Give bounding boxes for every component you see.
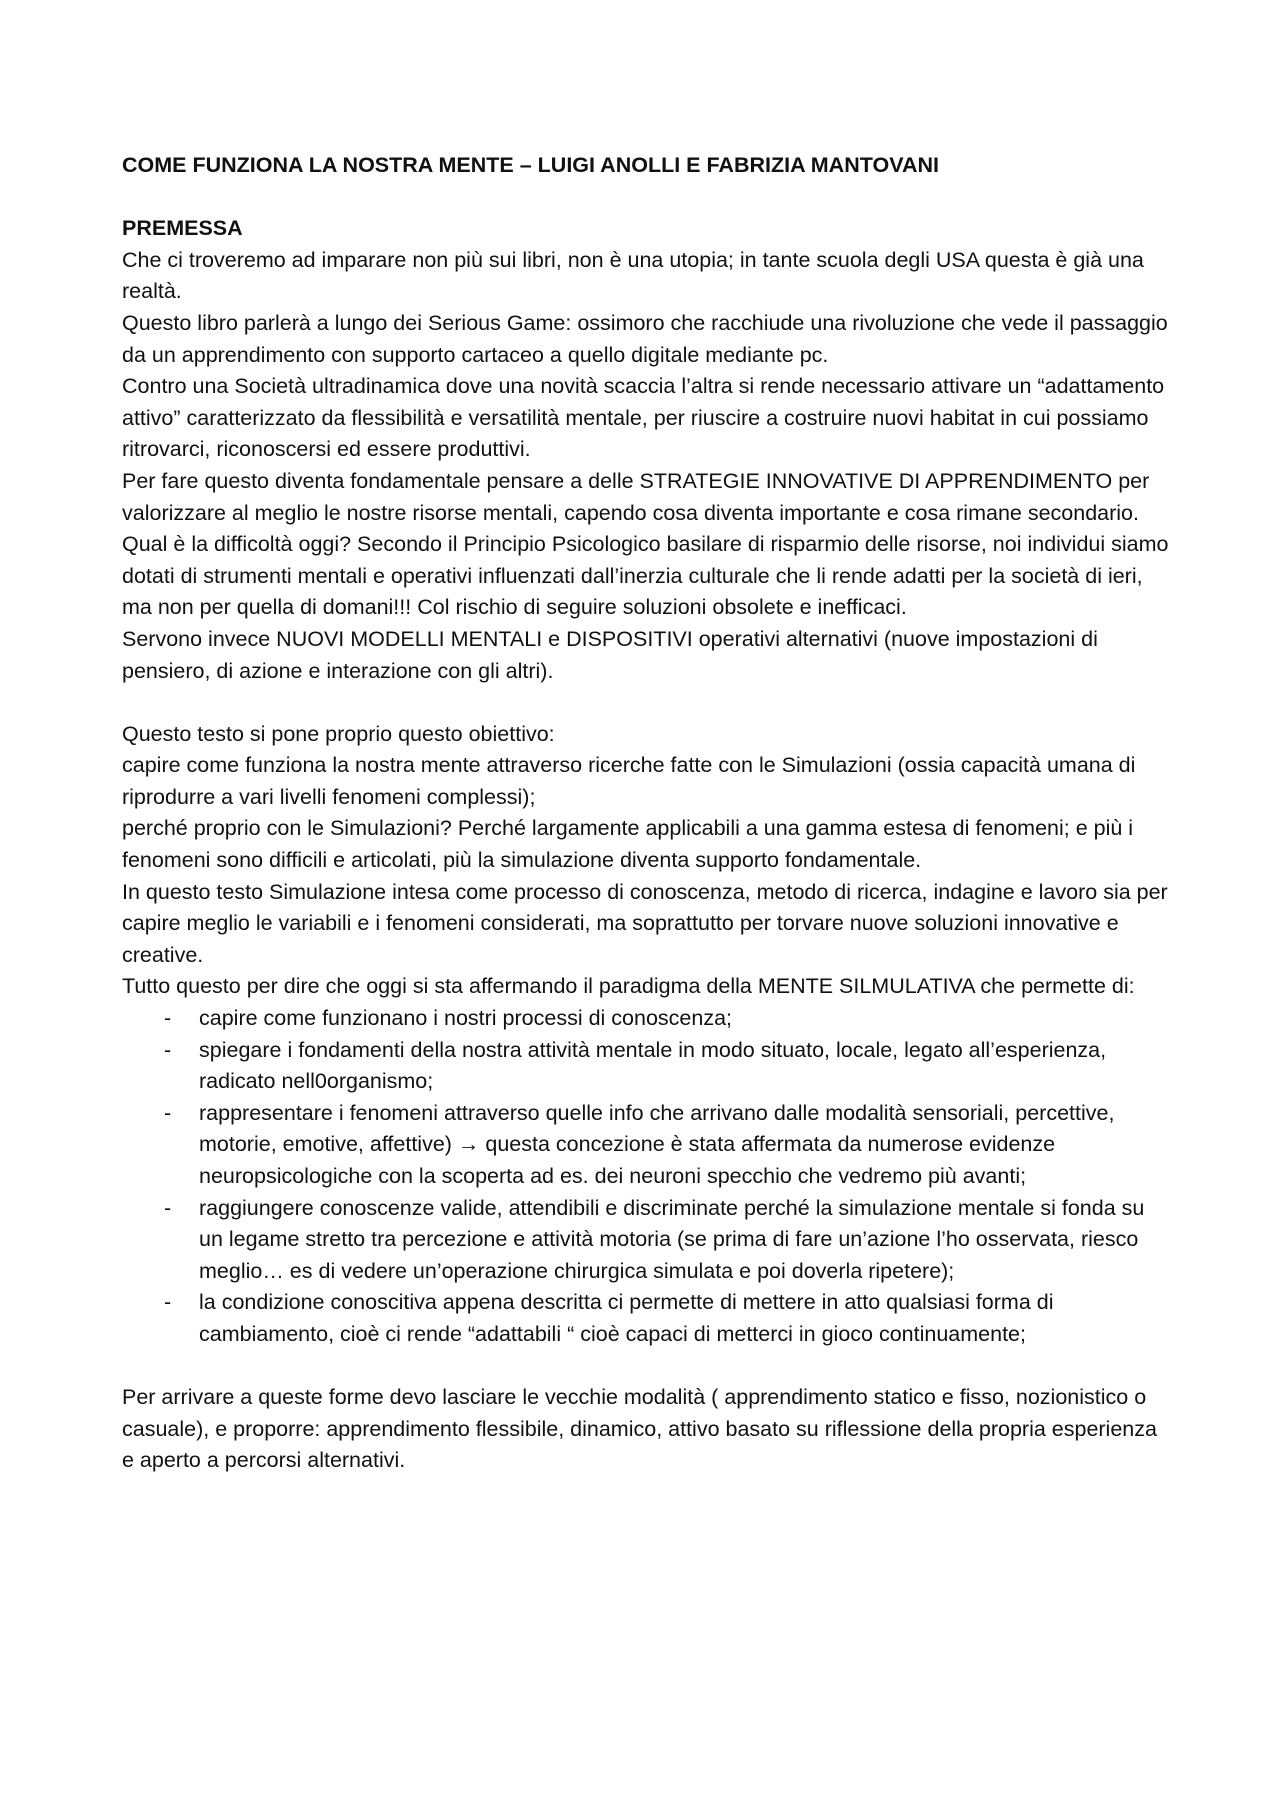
- list-dash: -: [164, 1100, 172, 1125]
- list-item-text: rappresentare i fenomeni attraverso quelle info che arrivano dalle modalità sensoriali, percettive, motorie, emotive, affettive) → questa concezione è stata affermata da numerose evidenze neuropsicologiche con la scoperta ad es. dei neuroni specchio che vedremo più avanti;: [199, 1100, 1115, 1188]
- paragraph: Che ci troveremo ad imparare non più sui libri, non è una utopia; in tante scuola degli USA questa è già una realtà.: [122, 247, 1144, 304]
- paragraph: Questo libro parlerà a lungo dei Serious Game: ossimoro che racchiude una rivoluzione che vede il passaggio da un apprendimento con supporto cartaceo a quello digitale mediante pc.: [122, 310, 1168, 367]
- list-item-text: la condizione conoscitiva appena descritta ci permette di mettere in atto qualsiasi forma di cambiamento, cioè ci rende “adattabili “ cioè capaci di metterci in gioco continuamente;: [199, 1290, 1054, 1346]
- paragraph: Per fare questo diventa fondamentale pensare a delle STRATEGIE INNOVATIVE DI APPRENDIMENTO per valorizzare al meglio le nostre risorse mentali, capendo cosa diventa importante e cosa rimane secondario.: [122, 468, 1150, 525]
- list-dash: -: [164, 1006, 172, 1031]
- list-dash: -: [164, 1195, 172, 1220]
- document-page: [122, 150, 1172, 1477]
- paragraph: Contro una Società ultradinamica dove una novità scaccia l’altra si rende necessario attivare un “adattamento attivo” caratterizzato da flessibilità e versatilità mentale, per riuscire a costruire nuovi habitat in cui possiamo ritrovarci, riconoscersi ed essere produttivi.: [122, 374, 1165, 462]
- list-item-text: capire come funzionano i nostri processi di conoscenza;: [199, 1006, 733, 1031]
- list-dash: -: [164, 1037, 172, 1062]
- bullet-list: [122, 1003, 1172, 1351]
- paragraph: capire come funziona la nostra mente attraverso ricerche fatte con le Simulazioni (ossia capacità umana di riprodurre a vari livelli fenomeni complessi);: [122, 753, 1136, 809]
- spacer: [122, 182, 1172, 214]
- paragraph: Qual è la difficoltà oggi? Secondo il Principio Psicologico basilare di risparmio delle risorse, noi individui siamo dotati di strumenti mentali e operativi influenzati dall’inerzia culturale che li rende adatti per la società di ieri, ma non per quella di domani!!! Col rischio di seguire soluzioni obsolete e inefficaci.: [122, 532, 1169, 620]
- list-item: [122, 1287, 1172, 1350]
- closing-paragraph: Per arrivare a queste forme devo lasciare le vecchie modalità ( apprendimento statico e fisso, nozionistico o casuale), e proporre: apprendimento flessibile, dinamico, attivo basato su riflessione della propria esperienza e aperto a percorsi alternativi.: [122, 1385, 1157, 1473]
- spacer: [122, 687, 1172, 719]
- document-title: COME FUNZIONA LA NOSTRA MENTE – LUIGI ANOLLI E FABRIZIA MANTOVANI: [122, 153, 939, 177]
- spacer: [122, 1351, 1172, 1383]
- section-heading: PREMESSA: [122, 216, 243, 241]
- paragraph: In questo testo Simulazione intesa come processo di conoscenza, metodo di ricerca, indagine e lavoro sia per capire meglio le variabili e i fenomeni considerati, ma soprattutto per torvare nuove soluzioni innovative e creative.: [122, 879, 1168, 967]
- list-item: [122, 1003, 1172, 1035]
- paragraph: Tutto questo per dire che oggi si sta affermando il paradigma della MENTE SILMULATIVA che permette di:: [122, 974, 1135, 999]
- list-dash: -: [164, 1290, 172, 1315]
- list-item-text: spiegare i fondamenti della nostra attività mentale in modo situato, locale, legato all’esperienza, radicato nell0organismo;: [199, 1037, 1107, 1094]
- list-item: [122, 1193, 1172, 1288]
- paragraph: Servono invece NUOVI MODELLI MENTALI e DISPOSITIVI operativi alternativi (nuove impostazioni di pensiero, di azione e interazione con gli altri).: [122, 626, 1098, 683]
- paragraph: perché proprio con le Simulazioni? Perché largamente applicabili a una gamma estesa di fenomeni; e più i fenomeni sono difficili e articolati, più la simulazione diventa supporto fondamentale.: [122, 816, 1134, 873]
- list-item-text: raggiungere conoscenze valide, attendibili e discriminate perché la simulazione mentale si fonda su un legame stretto tra percezione e attività motoria (se prima di fare un’azione l’ho osservata, riesco meglio… es di vedere un’operazione chirurgica simulata e poi doverla ripetere);: [199, 1195, 1145, 1283]
- paragraph: Questo testo si pone proprio questo obiettivo:: [122, 721, 555, 746]
- list-item: [122, 1035, 1172, 1098]
- list-item: [122, 1098, 1172, 1193]
